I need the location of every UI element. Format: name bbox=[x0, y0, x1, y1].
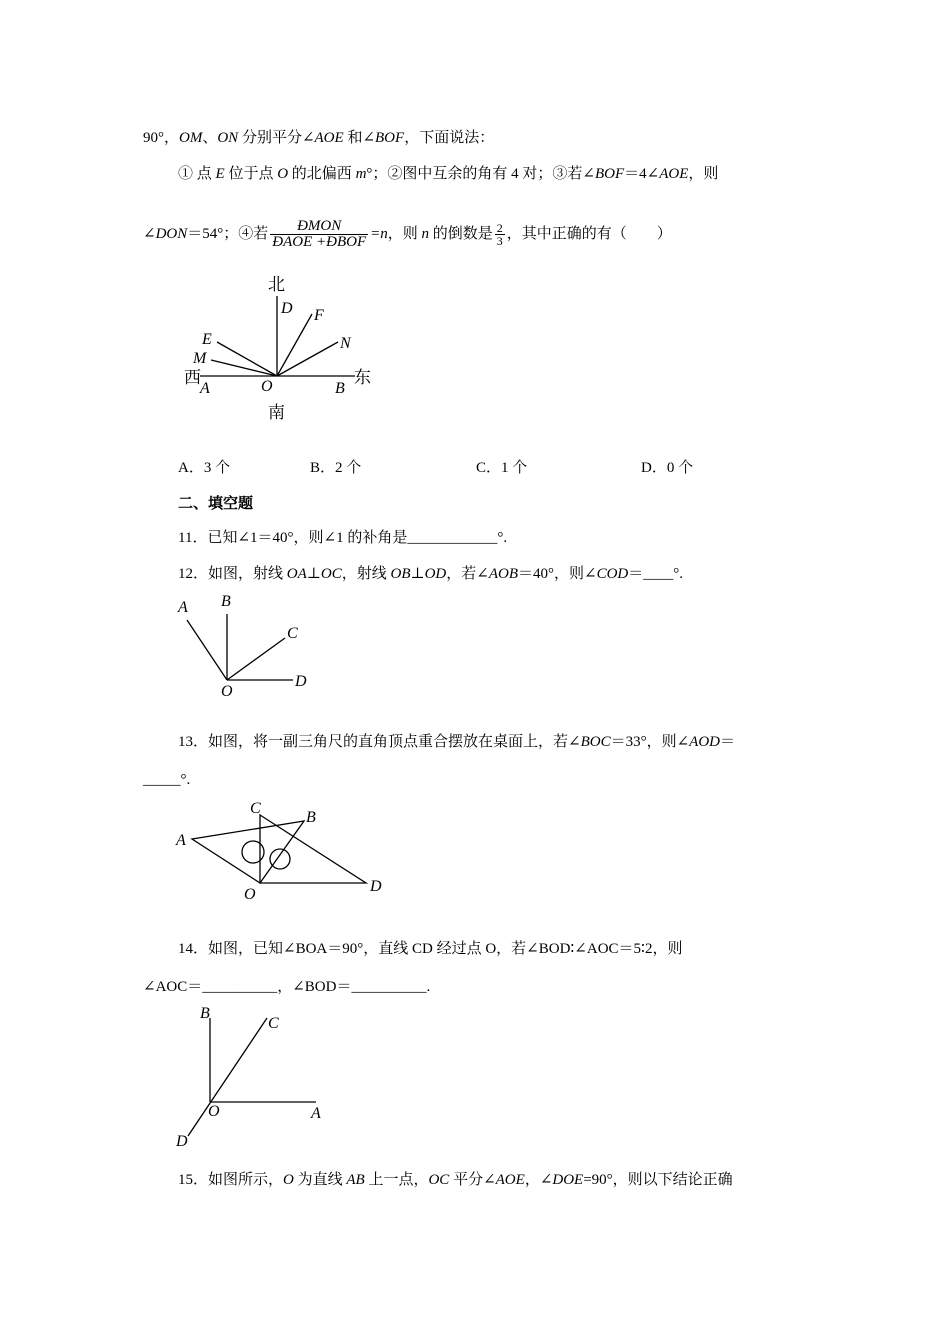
svg-text:A: A bbox=[176, 832, 186, 849]
svg-text:C: C bbox=[268, 1015, 279, 1032]
svg-text:M: M bbox=[193, 350, 207, 367]
svg-text:B: B bbox=[221, 593, 231, 610]
q15-text: 15．如图所示，O 为直线 AB 上一点，OC 平分∠AOE，∠DOE=90°，则以下结论正确 bbox=[178, 1172, 733, 1188]
svg-text:D: D bbox=[281, 300, 293, 317]
q10-line3: ∠DON＝54°；④若 $\frac{\text{ÐMON}}{\text{ÐAOE +ÐBOF}}$ =n，则 n 的倒数是 $\frac{2}{3}$ ，其中正确的有（ ） bbox=[143, 218, 672, 251]
svg-text:C: C bbox=[250, 800, 261, 817]
option-c: C．1 个 bbox=[476, 460, 528, 476]
q11-text: 11．已知∠1＝40°，则∠1 的补角是____________°. bbox=[178, 530, 508, 546]
east-label: 东 bbox=[354, 368, 371, 388]
option-b: B．2 个 bbox=[310, 460, 362, 476]
option-a: A．3 个 bbox=[178, 460, 231, 476]
q10-compass-figure bbox=[180, 268, 380, 428]
q13-line1: 13．如图，将一副三角尺的直角顶点重合摆放在桌面上，若∠BOC＝33°，则∠AOD＝ bbox=[178, 734, 735, 750]
option-d: D．0 个 bbox=[641, 460, 694, 476]
q14-line2: ∠AOC＝__________，∠BOD＝__________. bbox=[143, 979, 431, 995]
svg-text:D: D bbox=[370, 878, 382, 895]
q12-rays-figure bbox=[175, 590, 315, 700]
svg-text:O: O bbox=[221, 683, 233, 700]
svg-text:N: N bbox=[340, 335, 351, 352]
q14-line1: 14．如图，已知∠BOA＝90°，直线 CD 经过点 O，若∠BOD∶∠AOC＝5∶2，则 bbox=[178, 941, 683, 957]
svg-text:E: E bbox=[202, 331, 212, 348]
svg-text:O: O bbox=[261, 378, 273, 395]
q12-text: 12．如图，射线 OA⊥OC，射线 OB⊥OD，若∠AOB＝40°，则∠COD＝____°. bbox=[178, 566, 684, 582]
north-label: 北 bbox=[268, 275, 285, 295]
svg-text:O: O bbox=[208, 1103, 220, 1120]
q10-line1: 90°，OM、ON 分别平分∠AOE 和∠BOF，下面说法： bbox=[143, 130, 495, 146]
svg-text:B: B bbox=[200, 1005, 210, 1022]
svg-text:F: F bbox=[314, 307, 324, 324]
svg-text:A: A bbox=[200, 380, 210, 397]
q14-lines-figure bbox=[170, 1000, 340, 1155]
svg-text:O: O bbox=[244, 886, 256, 903]
svg-text:B: B bbox=[335, 380, 345, 397]
svg-text:B: B bbox=[306, 809, 316, 826]
reciprocal-fraction: $\frac{2}{3}$ bbox=[496, 221, 503, 249]
svg-text:A: A bbox=[311, 1105, 321, 1122]
svg-text:C: C bbox=[287, 625, 298, 642]
ratio-fraction: $\frac{\text{ÐMON}}{\text{ÐAOE +ÐBOF}}$ bbox=[272, 218, 367, 251]
section-title: 二、填空题 bbox=[178, 496, 254, 512]
q13-line2: _____°. bbox=[143, 772, 191, 788]
south-label: 南 bbox=[268, 403, 285, 423]
q13-triangles-figure bbox=[170, 795, 390, 910]
svg-text:A: A bbox=[178, 599, 188, 616]
svg-text:D: D bbox=[176, 1133, 188, 1150]
west-label: 西 bbox=[184, 368, 201, 388]
q10-line2: ① 点 E 位于点 O 的北偏西 m°；②图中互余的角有 4 对；③若∠BOF＝4∠AOE，则 bbox=[178, 166, 719, 182]
svg-text:D: D bbox=[295, 673, 307, 690]
